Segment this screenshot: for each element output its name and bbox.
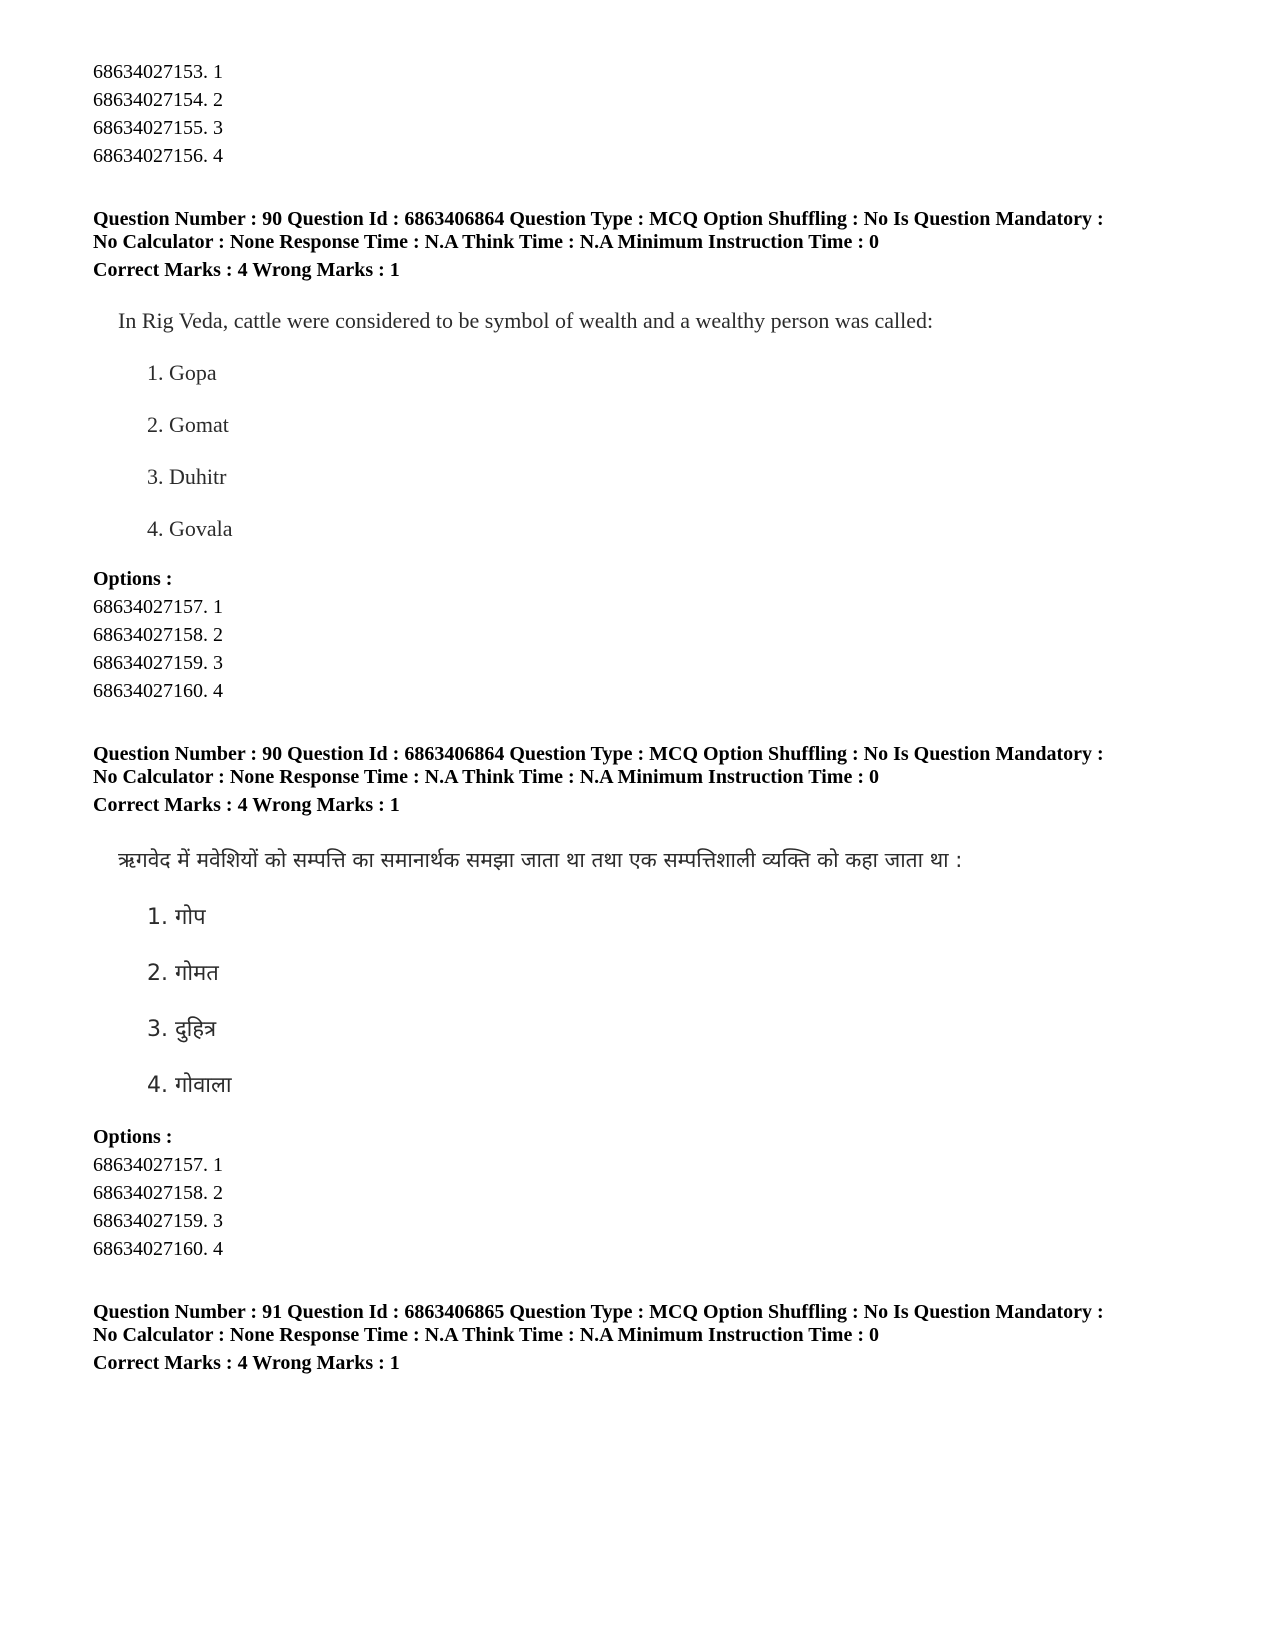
question-meta-line-2: No Calculator : None Response Time : N.A Think Time : N.A Minimum Instruction Time : 0 bbox=[93, 1324, 879, 1346]
question-meta-line-2: No Calculator : None Response Time : N.A Think Time : N.A Minimum Instruction Time : 0 bbox=[93, 231, 879, 253]
question-marks: Correct Marks : 4 Wrong Marks : 1 bbox=[93, 794, 400, 816]
option-id-line: 68634027158. 2 bbox=[93, 1182, 223, 1204]
option-id-line: 68634027155. 3 bbox=[93, 117, 223, 139]
question-choice-hindi: 3. दुहित्र bbox=[147, 1017, 217, 1042]
option-id-line: 68634027153. 1 bbox=[93, 61, 223, 83]
option-id-line: 68634027157. 1 bbox=[93, 596, 223, 618]
question-text-hindi: ऋगवेद में मवेशियों को सम्पत्ति का समानार्थक समझा जाता था तथा एक सम्पत्तिशाली व्यक्ति को कहा जाता था : bbox=[118, 848, 963, 872]
question-marks: Correct Marks : 4 Wrong Marks : 1 bbox=[93, 1352, 400, 1374]
question-choice: 2. Gomat bbox=[147, 412, 229, 437]
option-id-line: 68634027159. 3 bbox=[93, 1210, 223, 1232]
question-choice-hindi: 2. गोमत bbox=[147, 961, 219, 986]
option-id-line: 68634027159. 3 bbox=[93, 652, 223, 674]
question-choice: 3. Duhitr bbox=[147, 464, 227, 489]
option-id-line: 68634027154. 2 bbox=[93, 89, 223, 111]
options-label: Options : bbox=[93, 568, 173, 590]
question-choice: 4. Govala bbox=[147, 516, 233, 541]
question-marks: Correct Marks : 4 Wrong Marks : 1 bbox=[93, 259, 400, 281]
question-text: In Rig Veda, cattle were considered to be symbol of wealth and a wealthy person was called: bbox=[118, 308, 934, 333]
option-id-line: 68634027158. 2 bbox=[93, 624, 223, 646]
question-meta-line-1: Question Number : 91 Question Id : 6863406865 Question Type : MCQ Option Shuffling : No Is Question Mandatory : bbox=[93, 1301, 1104, 1323]
option-id-line: 68634027160. 4 bbox=[93, 680, 223, 702]
question-choice: 1. Gopa bbox=[147, 360, 217, 385]
option-id-line: 68634027157. 1 bbox=[93, 1154, 223, 1176]
question-meta-line-1: Question Number : 90 Question Id : 6863406864 Question Type : MCQ Option Shuffling : No Is Question Mandatory : bbox=[93, 208, 1104, 230]
question-meta-line-1: Question Number : 90 Question Id : 6863406864 Question Type : MCQ Option Shuffling : No Is Question Mandatory : bbox=[93, 743, 1104, 765]
options-label: Options : bbox=[93, 1126, 173, 1148]
question-choice-hindi: 1. गोप bbox=[147, 905, 206, 930]
question-meta-line-2: No Calculator : None Response Time : N.A Think Time : N.A Minimum Instruction Time : 0 bbox=[93, 766, 879, 788]
option-id-line: 68634027156. 4 bbox=[93, 145, 223, 167]
question-choice-hindi: 4. गोवाला bbox=[147, 1073, 232, 1098]
option-id-line: 68634027160. 4 bbox=[93, 1238, 223, 1260]
